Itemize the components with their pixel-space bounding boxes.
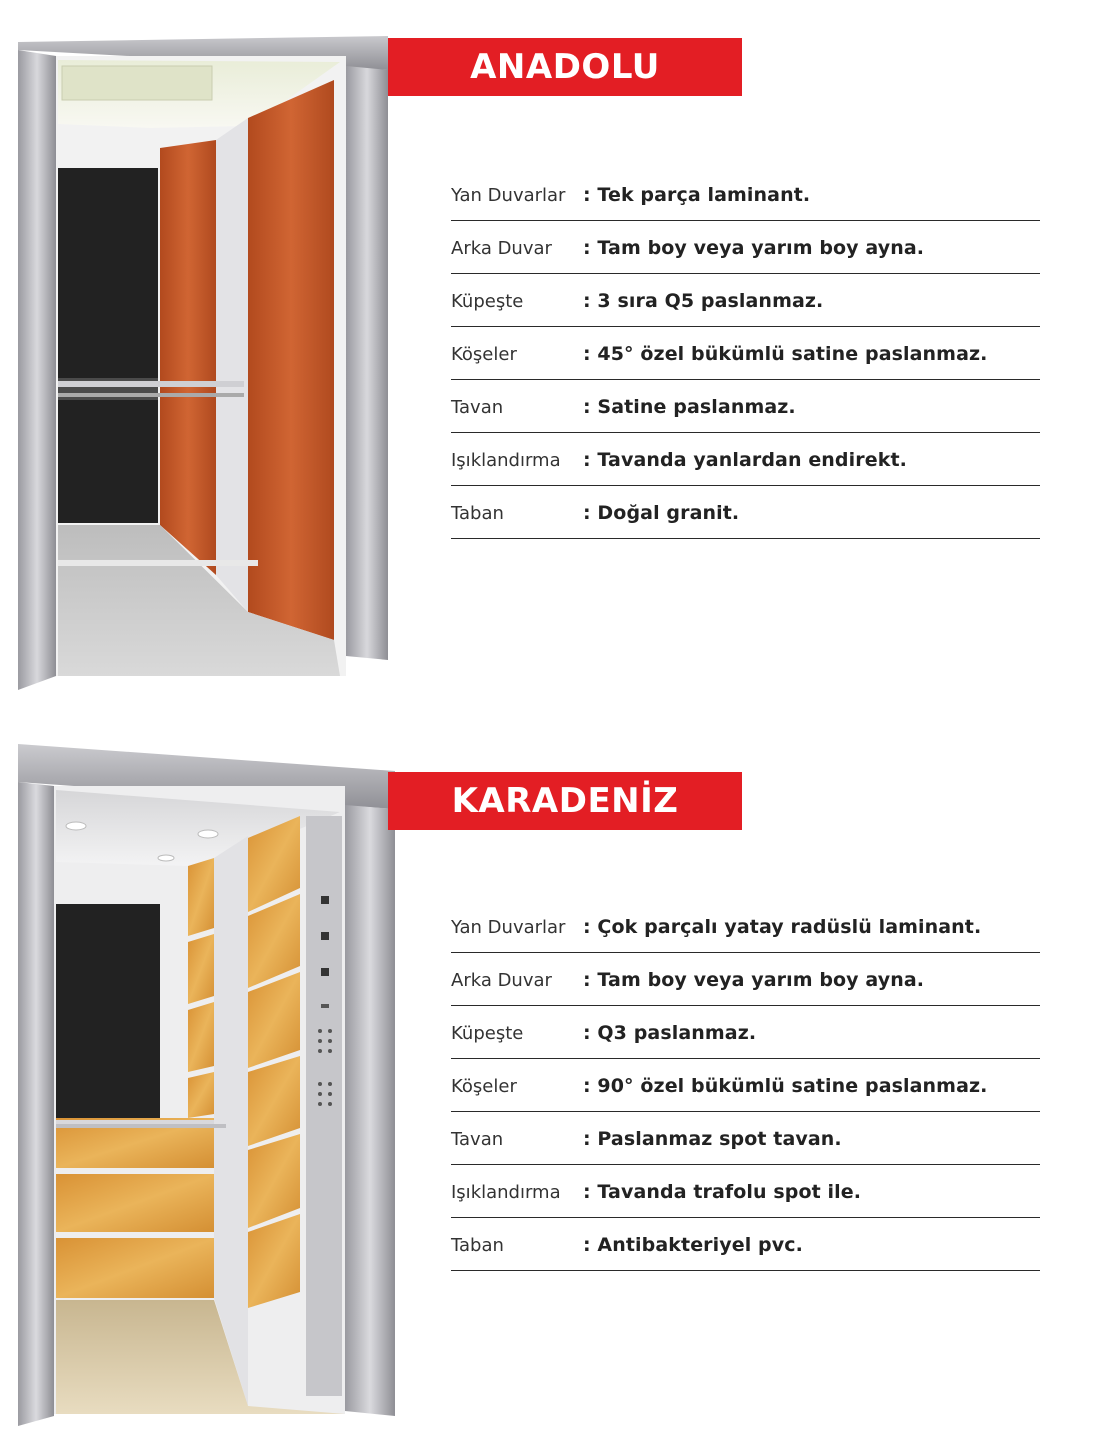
- spec-row: [451, 1059, 1040, 1112]
- spec-label: Küpeşte: [451, 290, 524, 312]
- spec-value: : Tam boy veya yarım boy ayna.: [583, 237, 924, 259]
- title-banner-anadolu: ANADOLU: [388, 38, 742, 96]
- spec-value: : Paslanmaz spot tavan.: [583, 1128, 842, 1150]
- spec-label: Yan Duvarlar: [451, 184, 566, 206]
- spec-value: : Tavanda trafolu spot ile.: [583, 1181, 861, 1203]
- spec-value: : Tavanda yanlardan endirekt.: [583, 449, 907, 471]
- spec-label: Köşeler: [451, 343, 517, 365]
- spec-value: : Antibakteriyel pvc.: [583, 1234, 803, 1256]
- spec-label: Taban: [451, 502, 504, 524]
- spec-row: [451, 1218, 1040, 1271]
- spec-row: [451, 168, 1040, 221]
- spec-label: Arka Duvar: [451, 969, 552, 991]
- spec-row: [451, 380, 1040, 433]
- elevator-cabin-karadeniz-image: [0, 716, 400, 1433]
- spec-row: [451, 433, 1040, 486]
- spec-row: [451, 327, 1040, 380]
- spec-row: [451, 486, 1040, 539]
- spec-list-anadolu: [451, 168, 1040, 539]
- spec-value: : 3 sıra Q5 paslanmaz.: [583, 290, 823, 312]
- spec-row: [451, 1165, 1040, 1218]
- elevator-cabin-anadolu-image: [0, 0, 400, 700]
- spec-list-karadeniz: [451, 900, 1040, 1271]
- section-anadolu: [0, 0, 1100, 716]
- spec-label: Tavan: [451, 1128, 504, 1150]
- spec-row: [451, 1006, 1040, 1059]
- spec-value: : Satine paslanmaz.: [583, 396, 796, 418]
- spec-value: : 45° özel bükümlü satine paslanmaz.: [583, 343, 987, 365]
- title-banner-karadeniz: KARADENİZ: [388, 772, 742, 830]
- spec-row: [451, 221, 1040, 274]
- spec-label: Arka Duvar: [451, 237, 552, 259]
- spec-label: Işıklandırma: [451, 1181, 561, 1203]
- spec-label: Taban: [451, 1234, 504, 1256]
- spec-value: : Tam boy veya yarım boy ayna.: [583, 969, 924, 991]
- spec-label: Işıklandırma: [451, 449, 561, 471]
- spec-value: : Doğal granit.: [583, 502, 739, 524]
- spec-row: [451, 274, 1040, 327]
- spec-label: Yan Duvarlar: [451, 916, 566, 938]
- spec-row: [451, 1112, 1040, 1165]
- spec-value: : Tek parça laminant.: [583, 184, 810, 206]
- spec-label: Küpeşte: [451, 1022, 524, 1044]
- spec-value: : 90° özel bükümlü satine paslanmaz.: [583, 1075, 987, 1097]
- spec-value: : Çok parçalı yatay radüslü laminant.: [583, 916, 981, 938]
- spec-value: : Q3 paslanmaz.: [583, 1022, 756, 1044]
- spec-row: [451, 900, 1040, 953]
- spec-label: Köşeler: [451, 1075, 517, 1097]
- spec-row: [451, 953, 1040, 1006]
- section-karadeniz: [0, 716, 1100, 1433]
- spec-label: Tavan: [451, 396, 504, 418]
